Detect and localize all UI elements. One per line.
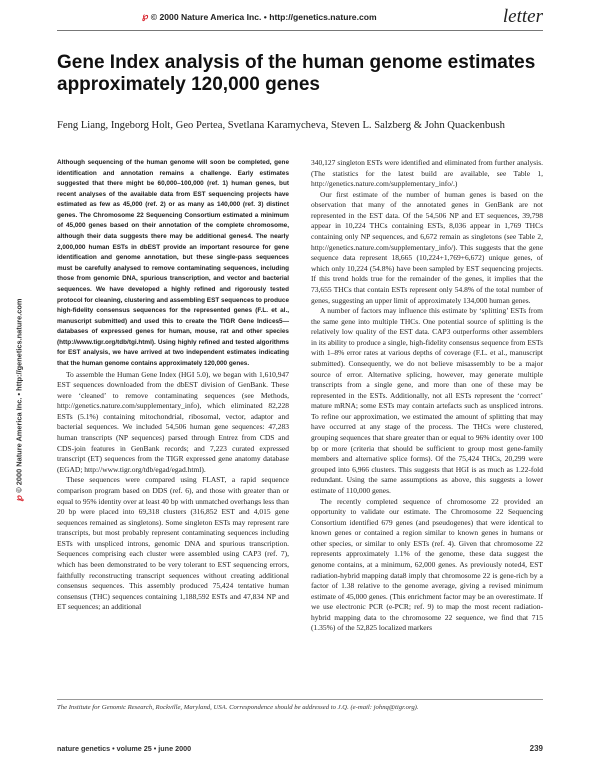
journal-footer: nature genetics • volume 25 • june 2000 <box>57 744 192 753</box>
header-copyright <box>142 11 377 22</box>
page-number: 239 <box>529 744 543 753</box>
nature-publishing-logo-icon: ℘ <box>142 11 148 21</box>
side-publishing-logo-icon: ℘ <box>13 495 24 502</box>
body-paragraph: Our first estimate of the number of human genes is based on the observation that many of the annotated genes in GenBank are not represented in the EST data. Of the 54,506 NP and ET sequences, 39,798 appear in 10,224 THCs containing ESTs, 8,036 appear in 1,769 THCs containing only NP sequences, and 6,672 remain as singletons (see Table 2, http://genetics.nature.com/supplementary_info/). This suggests that the gene sequence data represent 18,665 (10,224+1,769+6,672) unique genes, of which only 10,224 (54.8%) have been sampled by EST sequencing projects. If this trend holds true for the remainder of the genes, it implies that the 73,655 THCs that contain ESTs represent only 54.8% of the total number of genes, suggesting an upper limit of approximately 134,000 human genes. <box>311 189 543 305</box>
body-paragraph: These sequences were compared using FLAST, a rapid sequence comparison program based on DDS (ref. 6), and those with greater than or equal to 95% identity over at least 40 bp with unmatched overhangs less than 20 bp were placed into 69,318 clusters (316,852 EST and 4,015 gene sequences remained as singletons). Some singleton ESTs may represent rare transcripts, but most probably represent contaminating sequences including ESTs with unspliced introns, genomic DNA and spurious transcription. Sequences comprising each cluster were assembled using CAP3 (ref. 7), which has been demonstrated to be very tolerant to EST sequencing errors, faithfully reconstructing transcript sequences without creating additional consensus sequences. This assembly produced 75,424 tentative human consensus (THC) sequences containing 1,188,592 ESTs and 47,834 NP and ET sequences; an additional <box>57 475 289 612</box>
author-list: Feng Liang, Ingeborg Holt, Geo Pertea, Svetlana Karamycheva, Steven L. Salzberg & John Quackenbush <box>57 120 505 131</box>
abstract: Although sequencing of the human genome will soon be completed, gene identification and annotation remains a challenge. Early estimates suggested that there might be 60,000–100,000 (ref. 1) human genes, but recent analyses of the available data from EST sequencing projects have estimated as few as 45,000 (ref. 2) or as many as 140,000 (ref. 3) distinct genes. The Chromosome 22 Sequencing Consortium estimated a minimum of 45,000 genes based on their annotation of the complete chromosome, although their data suggests there may be additional genes4. The nearly 2,000,000 human ESTs in dbEST provide an important resource for gene identification and genome annotation, but these single-pass sequences must be carefully analysed to remove contaminating sequences, including those from genomic DNA, spurious transcription, and vector and bacterial sequences. We have developed a highly refined and rigorously tested protocol for cleaning, clustering and assembling EST sequences to produce high-fidelity consensus sequences for the represented genes (F.L. et al., manuscript submitted) and used this to create the TIGR Gene Indices5—databases of expressed genes for human, mouse, rat and other species (http://www.tigr.org/tdb/tgi.html). Using highly refined and tested algorithms for EST analysis, we have arrived at two independent estimates indicating that the human genome contains approximately 120,000 genes. <box>57 159 289 367</box>
section-label: letter <box>502 6 543 27</box>
body-paragraph: 340,127 singleton ESTs were identified and eliminated from further analysis. (The statistics for the latest build are available, see Table 1, http://genetics.nature.com/supplementary_info/.) <box>311 158 543 189</box>
header-copyright-text: © 2000 Nature America Inc. • http://genetics.nature.com <box>150 11 377 22</box>
header-rule <box>57 30 543 31</box>
right-column <box>311 158 543 634</box>
footnote-rule <box>57 699 543 700</box>
body-paragraph: The recently completed sequence of chromosome 22 provided an opportunity to validate our estimate. The Chromosome 22 Sequencing Consortium identified 679 genes (and pseudogenes) that were identical to known genes or contained a region similar to known genes in humans or other species, or similar to only ESTs (ref. 4). Given that chromosome 22 represents approximately 1.1% of the genome, these data suggest the genome contains, at a minimum, 62,000 genes. As previously noted4, EST radiation-hybrid mapping data8 imply that chromosome 22 is gene-rich by a factor of 1.38 relative to the genome average, giving a revised minimum estimate of 45,000 genes. (This enrichment factor may be an overestimate. If we use electronic PCR (e-PCR; ref. 9) to map the most recent radiation-hybrid mapping data to the chromosome 22 sequence, we find that 715 (1.35%) of the 52,825 localized markers <box>311 496 543 633</box>
side-copyright-text: © 2000 Nature America Inc. • http://genetics.nature.com <box>14 298 24 493</box>
side-copyright-text-wrap <box>14 298 25 501</box>
article-title: Gene Index analysis of the human genome estimates approximately 120,000 genes <box>57 52 536 95</box>
affiliation-footnote: The Institute for Genomic Research, Rockville, Maryland, USA. Correspondence should be addressed to J.Q. (e-mail: johnq@tigr.org). <box>57 704 419 711</box>
body-paragraph: To assemble the Human Gene Index (HGI 5.0), we began with 1,610,947 EST sequences downloaded from the dbEST division of GenBank. These were ‘cleaned’ to remove contaminating sequences (see Methods, http://genetics.nature.com/supplementary_info), which eliminated 82,228 ESTs (5.1%) containing mitochondrial, ribosomal, vector, adaptor and bacterial sequences. We included 54,506 human gene sequences: 47,283 human transcripts (NP sequences) parsed through Entrez from CDS and CDS-join features in GenBank records; and 7,223 curated expressed transcript (ET) sequences from the TIGR expressed gene anatomy database (EGAD; http://www.tigr.org/tdb/egad/egad.html). <box>57 369 289 474</box>
body-paragraph: A number of factors may influence this estimate by ‘splitting’ ESTs from the same gene into multiple THCs. One potential source of splitting is the relatively low quality of the EST data. CAP3 outperforms other assemblers in its ability to produce a single, high-fidelity consensus sequence from ESTs with 1–8% error rates at various depths of coverage (F.L. et al., manuscript submitted). Consequently, we do not believe misassembly to be a major source of error. Alternative splicing, however, may generate multiple transcripts from a single gene, and more than one of these may be represented in the ESTs. Additionally, not all ESTs represent the ‘correct’ mature mRNA; some ESTs may contain artefacts such as unspliced introns. To refine our approximation, we estimated the amount of splitting that may have occurred at any stage of the process. The THCs were clustered, grouping sequences that share greater than or equal to 96% identity over 100 bp or more (criteria that should be sufficient to group most gene-family members and alternative splice forms). Of the 75,424 THCs, 20,299 were grouped into 6,966 clusters. This suggests that HGI is as much as 1.22-fold redundant. Using the same assumptions as above, this suggests a lower estimate of 110,000 genes. <box>311 306 543 495</box>
left-column <box>57 158 289 613</box>
side-copyright <box>12 250 26 550</box>
